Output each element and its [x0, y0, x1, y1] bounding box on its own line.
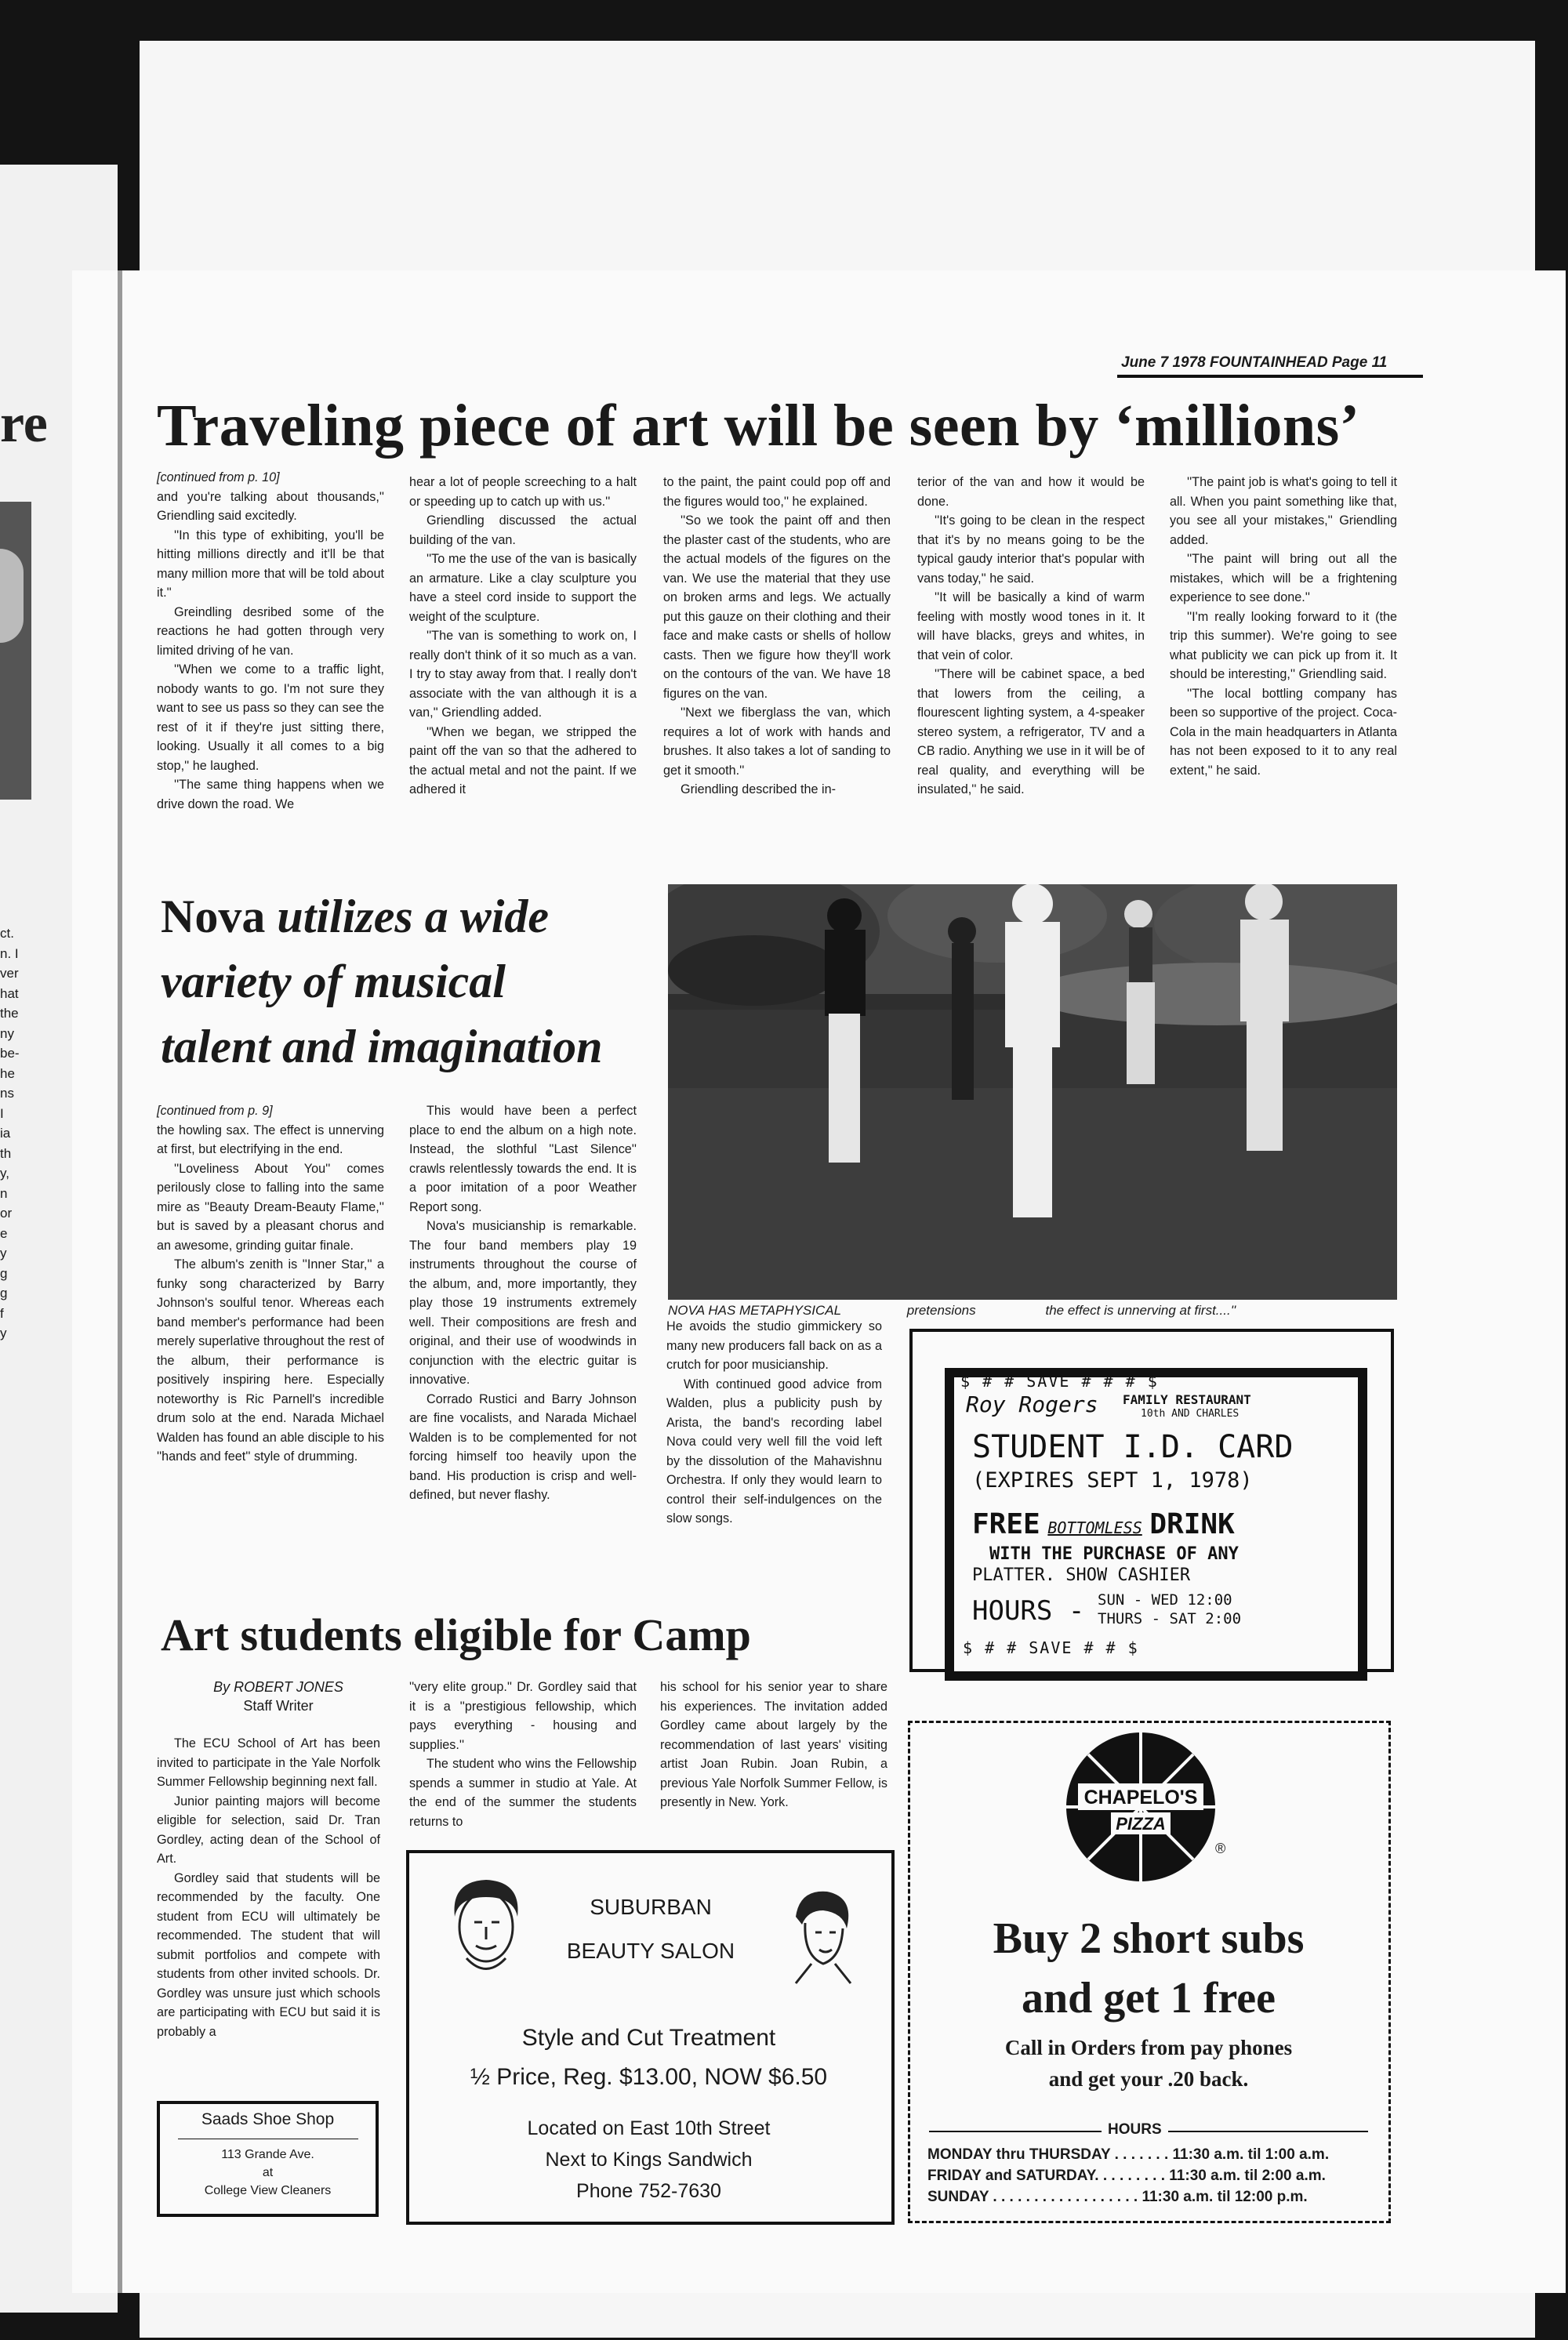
roy-expires: (EXPIRES SEPT 1, 1978): [972, 1468, 1253, 1493]
byline: By ROBERT JONES Staff Writer: [213, 1679, 343, 1714]
saads-text: Saads Shoe Shop 113 Grande Ave. at College View Cleaners: [157, 2109, 379, 2200]
chapelos-logo: [1062, 1725, 1227, 1889]
article2-column-3: He avoids the studio gimmickery so many new producers fall back on as a crutch for poor musicianship. With continued good advice from Walden, plus a publicity push by Arista, the band's recording label Nova could very well fill the void left by the dissolution of the Mahavishnu Orchestra. If only they would learn to control their self-indulgences on the slow songs.: [666, 1319, 882, 1526]
roy-hours-1: SUN - WED 12:00: [1098, 1591, 1232, 1609]
article2-column-2: This would have been a perfect place to end the album on a high note. Instead, the slothful ''Last Silence'' crawls relentlessly towards the end. It is a poor imitation of a poor Weather Report song. Nova's musicianship is remarkable. The four band members play 19 instruments throughout the course of the album, and, more importantly, they play those 19 instruments extremely well. Their compositions are fresh and original, and their use of woodwinds in conjunction with the electric guitar is innovative. Corrado Rustici and Barry Johnson are fine vocalists, and Narada Michael Walden is to be complemented for not forcing himself too heavily upon the band. His production is crisp and well-defined, but never flashy.: [409, 1104, 637, 1502]
page-fold-shadow: [118, 270, 122, 2293]
roy-rogers-name: Roy Rogers: [966, 1391, 1098, 1417]
man-portrait-icon: [443, 1874, 529, 1983]
article1-column-5: ''The paint job is what's going to tell it all. When you paint something like that, you see all your mistakes,'' Griendling added. ''The paint will bring out all the mistakes, which will be a frightening experience to see done.'' ''I'm really looking forward to it (the trip this summer). We're going to see what publicity we can pick up from it. It should be interesting,'' Griendling said. ''The local bottling company has been so supportive of the project. Coca-Cola in the main headquarters in Atlanta has not been exposed to it to any real extent,'' he said.: [1170, 475, 1397, 778]
article-headline-traveling-art: Traveling piece of art will be seen by ‘millions’: [157, 393, 1360, 459]
article1-column-1: [continued from p. 10] and you're talking about thousands,'' Griendling said excitedly. ''In this type of exhibiting, you'll be hitting millions directly and it'll be that many million more that will be told about it.'' Greindling desribed some of the reactions he had gotten through very limited driving of he van. ''When we come to a traffic light, nobody wants to go. I'm not sure they want to see us pass so they can see the rest of it if they're just sitting there, looking. Usually it all comes to a big stop,'' he laughed. ''The same thing happens when we drive down the road. We: [157, 470, 384, 811]
roy-top-border-text: $ # # SAVE # # # $: [960, 1372, 1159, 1391]
roy-free-drink: FREE BOTTOMLESS DRINK: [972, 1508, 1235, 1540]
article1-column-2: hear a lot of people screeching to a halt or speeding up to catch up with us.'' Griendling discussed the actual building of the van. ''To me the use of the van is basically an armature. Like a clay sculpture you have a steel cord inside to support the weight of the sculpture. ''The van is something to work on, I really don't think of it so much as a van. I try to stay away from that. I really don't associate with the van although it is a van,'' Griendling added. ''When we began, we stripped the paint off the van so that the adhered to the actual metal and not the paint. If we adhered it: [409, 475, 637, 796]
article-headline-nova: Nova utilizes a wide variety of musical talent and imagination: [161, 891, 603, 1072]
roy-purchase-line: WITH THE PURCHASE OF ANY: [989, 1544, 1239, 1564]
salon-location: Located on East 10th Street Next to Kings Sandwich Phone 752-7630: [527, 2117, 771, 2202]
hours-row: SUNDAY . . . . . . . . . . . . . . . . . . 11:30 a.m. til 12:00 p.m.: [927, 2189, 1308, 2205]
chapelos-logo-pizza: PIZZA: [1116, 1814, 1166, 1834]
header-rule: [1117, 375, 1423, 378]
left-photo-highlight: [0, 549, 24, 643]
article2-column-1: [continued from p. 9] the howling sax. The effect is unnerving at first, but electrifying in the end. ''Loveliness About You'' comes perilously close to falling into the same mire as ''Beauty Dream-Beauty Flame,'' but is saved by a pleasant chorus and an awesome, grinding guitar finale. The album's zenith is ''Inner Star,'' a funky song characterized by Barry Johnson's soulful tenor. Whereas each band member's performance had been merely superlative throughout the rest of the album, their performance is positively inspiring here. Especially noteworthy is Ric Parnell's incredible drum solo at the end. Narada Michael Walden has found an able disciple to his ''hands and feet'' style of drumming.: [157, 1104, 384, 1464]
roy-cashier-line: PLATTER. SHOW CASHIER: [972, 1565, 1191, 1585]
roy-subtitle-1: FAMILY RESTAURANT: [1123, 1392, 1251, 1407]
chapelos-logo-name: CHAPELO'S: [1083, 1787, 1198, 1809]
roy-student-id: STUDENT I.D. CARD: [972, 1429, 1294, 1465]
band-photo: [668, 884, 1397, 1300]
roy-bottom-border-text: $ # # SAVE # # $: [963, 1638, 1139, 1657]
hours-row: FRIDAY and SATURDAY. . . . . . . . . 11:30 a.m. til 2:00 a.m.: [927, 2168, 1326, 2184]
article-headline-art-students: Art students eligible for Camp: [161, 1609, 751, 1660]
salon-offer: Style and Cut Treatment ½ Price, Reg. $13.00, NOW $6.50: [470, 2025, 828, 2090]
photo-caption: NOVA HAS METAPHYSICAL pretensions the effect is unnerving at first....'': [668, 1303, 1236, 1318]
chapelos-hours-label: HOURS: [1102, 2121, 1168, 2139]
left-headline-fragment: re: [0, 394, 48, 454]
roy-hours-label: HOURS -: [972, 1595, 1085, 1627]
article3-column-3: his school for his senior year to share his experiences. The invitation added Gordley came about largely by the recommendation of last years' visiting artist Joan Rubin. Joan Rubin, a previous Yale Norfolk Summer Fellow, is presently in New. York.: [660, 1680, 887, 1809]
roy-hours-2: THURS - SAT 2:00: [1098, 1610, 1242, 1627]
article3-column-2: ''very elite group.'' Dr. Gordley said that it is a ''prestigious fellowship, which pays everything - housing and supplies.'' The student who wins the Fellowship spends a summer in studio at Yale. At the end of the summer the students returns to: [409, 1680, 637, 1829]
roy-subtitle-2: 10th AND CHARLES: [1141, 1408, 1240, 1420]
registered-mark: ®: [1215, 1841, 1226, 1856]
article3-column-1: The ECU School of Art has been invited to participate in the Yale Norfolk Summer Fellowship beginning next fall. Junior painting majors will become eligible for selection, said Dr. Tran Gordley, acting dean of the School of Art. Gordley said that students will be recommended by the faculty. One student from ECU will ultimately be recommended. The student that will submit portfolios and compete with students from other invited schools. Dr. Gordley was unsure just which schools are participating with ECU but said it is probably a: [157, 1736, 380, 2039]
left-text-fragments: ct. n. I ver hat the ny be- he ns I ia th y, n or e y g g f y: [0, 926, 20, 1341]
article1-column-3: to the paint, the paint could pop off and the figures would too,'' he explained. ''So we took the paint off and then the plaster cast of the students, who are the actual models of the figures on the van. We use the material that they use on broken arms and legs. We actually put this gauze on their clothing and their face and make casts or shells of hollow casts. Then we figure how they'll work on the contours of the van. We have 18 figures on the van. ''Next we fiberglass the van, which requires a lot of work with hands and brushes. It also takes a lot of sanding to get it smooth.'' Griendling described the in-: [663, 475, 891, 796]
chapelos-subtext: Call in Orders from pay phones and get your .20 back.: [1004, 2036, 1293, 2091]
band-photo-illustration: [668, 884, 1397, 1300]
hours-row: MONDAY thru THURSDAY . . . . . . . 11:30 a.m. til 1:00 a.m.: [927, 2146, 1330, 2163]
woman-portrait-icon: [780, 1885, 858, 1987]
chapelos-headline: Buy 2 short subs and get 1 free: [993, 1914, 1305, 2023]
chapelos-hours: [927, 2144, 1329, 2208]
left-photo-fragment: [0, 502, 31, 800]
salon-name: SUBURBAN BEAUTY SALON: [566, 1895, 735, 1963]
article1-column-4: terior of the van and how it would be done. ''It's going to be clean in the respect that it's by no means going to be the typical gaudy interior that's popular with vans today,'' he said. ''It will be basically a kind of warm feeling with mostly wood tones in it. It will have blacks, greys and whites, in that vein of color. ''There will be cabinet space, a bed that lowers from the ceiling, a flourescent lighting system, a 4-speaker stereo system, a refrigerator, TV and a CB radio. Anything we use in it will be of real quality, and everything will be insulated,'' he said.: [917, 475, 1145, 796]
page-header: June 7 1978 FOUNTAINHEAD Page 11: [1121, 354, 1388, 371]
